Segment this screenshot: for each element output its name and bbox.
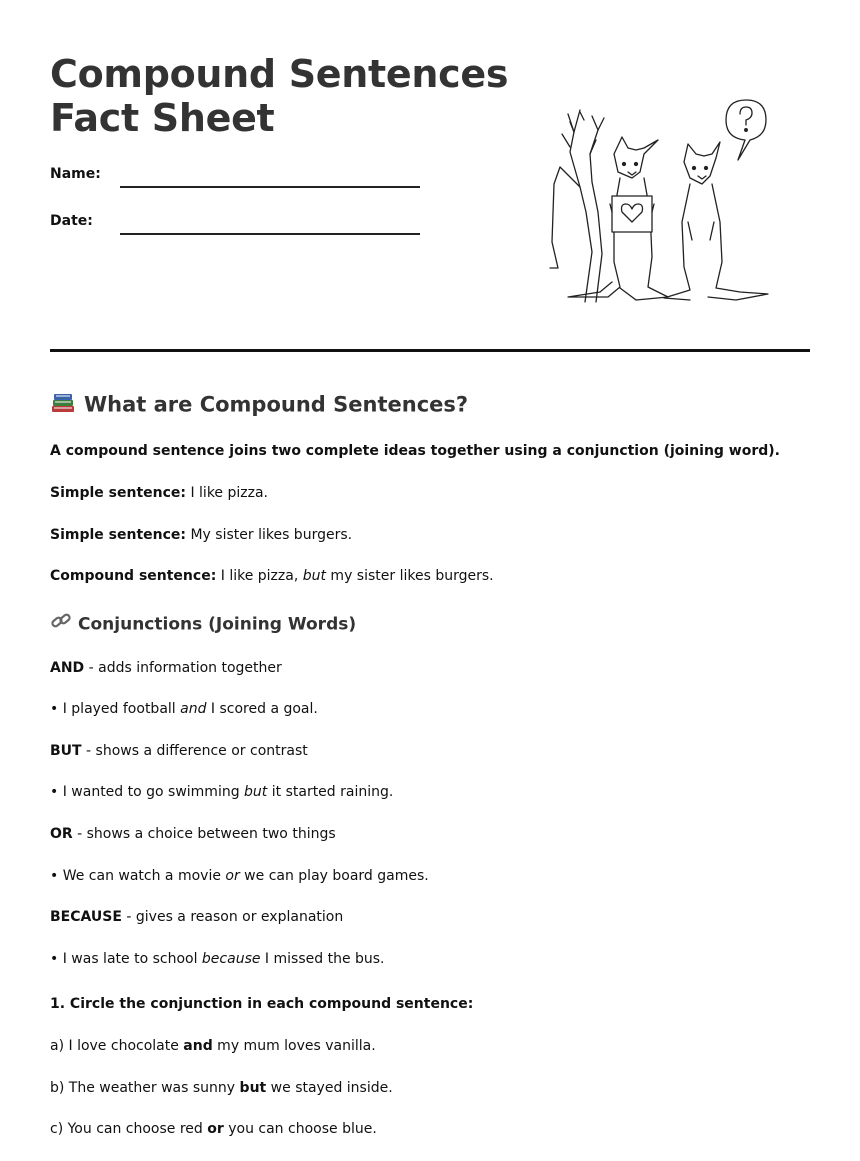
example-simple-1 bbox=[50, 483, 268, 503]
activity-item-c[interactable] bbox=[50, 1119, 377, 1139]
kangaroo-illustration bbox=[540, 92, 780, 312]
conjunction-word: BUT bbox=[50, 743, 82, 759]
tree-icon bbox=[550, 110, 604, 302]
example-end: we can play board games. bbox=[239, 868, 429, 884]
activity-conjunction[interactable]: but bbox=[239, 1080, 267, 1096]
conjunction-word: AND bbox=[50, 660, 85, 676]
example-conjunction: or bbox=[225, 868, 240, 884]
activity-end: my mum loves vanilla. bbox=[212, 1038, 376, 1054]
section-heading-conjunctions bbox=[50, 611, 356, 638]
activity-start: a) I love chocolate bbox=[50, 1038, 184, 1054]
fact-sheet-page bbox=[50, 0, 810, 1161]
example-conjunction: because bbox=[201, 951, 261, 967]
conjunction-and bbox=[50, 658, 282, 678]
conjunction-word: OR bbox=[50, 826, 73, 842]
section-heading-what-text: What are Compound Sentences? bbox=[84, 392, 469, 417]
example-start: • I played football bbox=[50, 701, 181, 717]
conjunction-but-example bbox=[50, 782, 393, 802]
activity-conjunction[interactable]: and bbox=[183, 1038, 213, 1054]
example-start: • I wanted to go swimming bbox=[50, 784, 245, 800]
example-compound bbox=[50, 566, 494, 586]
conjunction-or bbox=[50, 824, 336, 844]
section-heading-conjunctions-text: Conjunctions (Joining Words) bbox=[78, 614, 357, 635]
example-end: it started raining. bbox=[267, 784, 394, 800]
name-label: Name: bbox=[50, 166, 101, 182]
example-conjunction: but bbox=[302, 568, 326, 584]
activity-start: b) The weather was sunny bbox=[50, 1080, 240, 1096]
activity-item-b[interactable] bbox=[50, 1078, 393, 1098]
example-sentence-start: I like pizza, bbox=[216, 568, 303, 584]
title-line-2: Fact Sheet bbox=[50, 96, 275, 140]
activity-end: you can choose blue. bbox=[223, 1121, 377, 1137]
books-icon bbox=[50, 390, 76, 421]
conjunction-desc: - shows a choice between two things bbox=[72, 826, 336, 842]
example-end: I scored a goal. bbox=[206, 701, 318, 717]
conjunction-desc: - shows a difference or contrast bbox=[81, 743, 308, 759]
definition-text: A compound sentence joins two complete ideas together using a conjunction (joining word). bbox=[50, 443, 781, 459]
title-line-1: Compound Sentences bbox=[50, 52, 509, 96]
example-sentence: I like pizza. bbox=[186, 485, 268, 501]
conjunction-because-example bbox=[50, 949, 385, 969]
date-label: Date: bbox=[50, 213, 93, 229]
date-field[interactable] bbox=[50, 213, 420, 237]
example-label: Simple sentence: bbox=[50, 527, 187, 543]
link-icon bbox=[50, 611, 72, 638]
example-start: • I was late to school bbox=[50, 951, 202, 967]
activity-start: c) You can choose red bbox=[50, 1121, 208, 1137]
conjunction-because bbox=[50, 907, 343, 927]
name-write-line[interactable] bbox=[120, 186, 420, 188]
activity-instruction: 1. Circle the conjunction in each compound sentence: bbox=[50, 996, 474, 1012]
conjunction-and-example bbox=[50, 699, 318, 719]
activity-conjunction[interactable]: or bbox=[207, 1121, 224, 1137]
name-field[interactable] bbox=[50, 166, 420, 190]
example-sentence-end: my sister likes burgers. bbox=[325, 568, 494, 584]
example-simple-2 bbox=[50, 525, 352, 545]
example-label: Simple sentence: bbox=[50, 485, 187, 501]
example-start: • We can watch a movie bbox=[50, 868, 226, 884]
example-conjunction: and bbox=[180, 701, 207, 717]
conjunction-or-example bbox=[50, 866, 429, 886]
example-sentence: My sister likes burgers. bbox=[186, 527, 353, 543]
example-conjunction: but bbox=[244, 784, 268, 800]
page-title bbox=[50, 52, 508, 140]
question-bubble-icon bbox=[726, 100, 766, 160]
date-write-line[interactable] bbox=[120, 233, 420, 235]
section-heading-what bbox=[50, 390, 468, 421]
header-divider bbox=[50, 349, 810, 352]
example-label: Compound sentence: bbox=[50, 568, 217, 584]
example-end: I missed the bus. bbox=[260, 951, 385, 967]
kangaroo-right-icon bbox=[664, 142, 768, 300]
conjunction-desc: - adds information together bbox=[84, 660, 282, 676]
conjunction-word: BECAUSE bbox=[50, 909, 122, 925]
conjunction-but bbox=[50, 741, 308, 761]
activity-item-a[interactable] bbox=[50, 1036, 376, 1056]
conjunction-desc: - gives a reason or explanation bbox=[121, 909, 344, 925]
kangaroo-left-icon bbox=[568, 137, 668, 300]
activity-end: we stayed inside. bbox=[266, 1080, 393, 1096]
